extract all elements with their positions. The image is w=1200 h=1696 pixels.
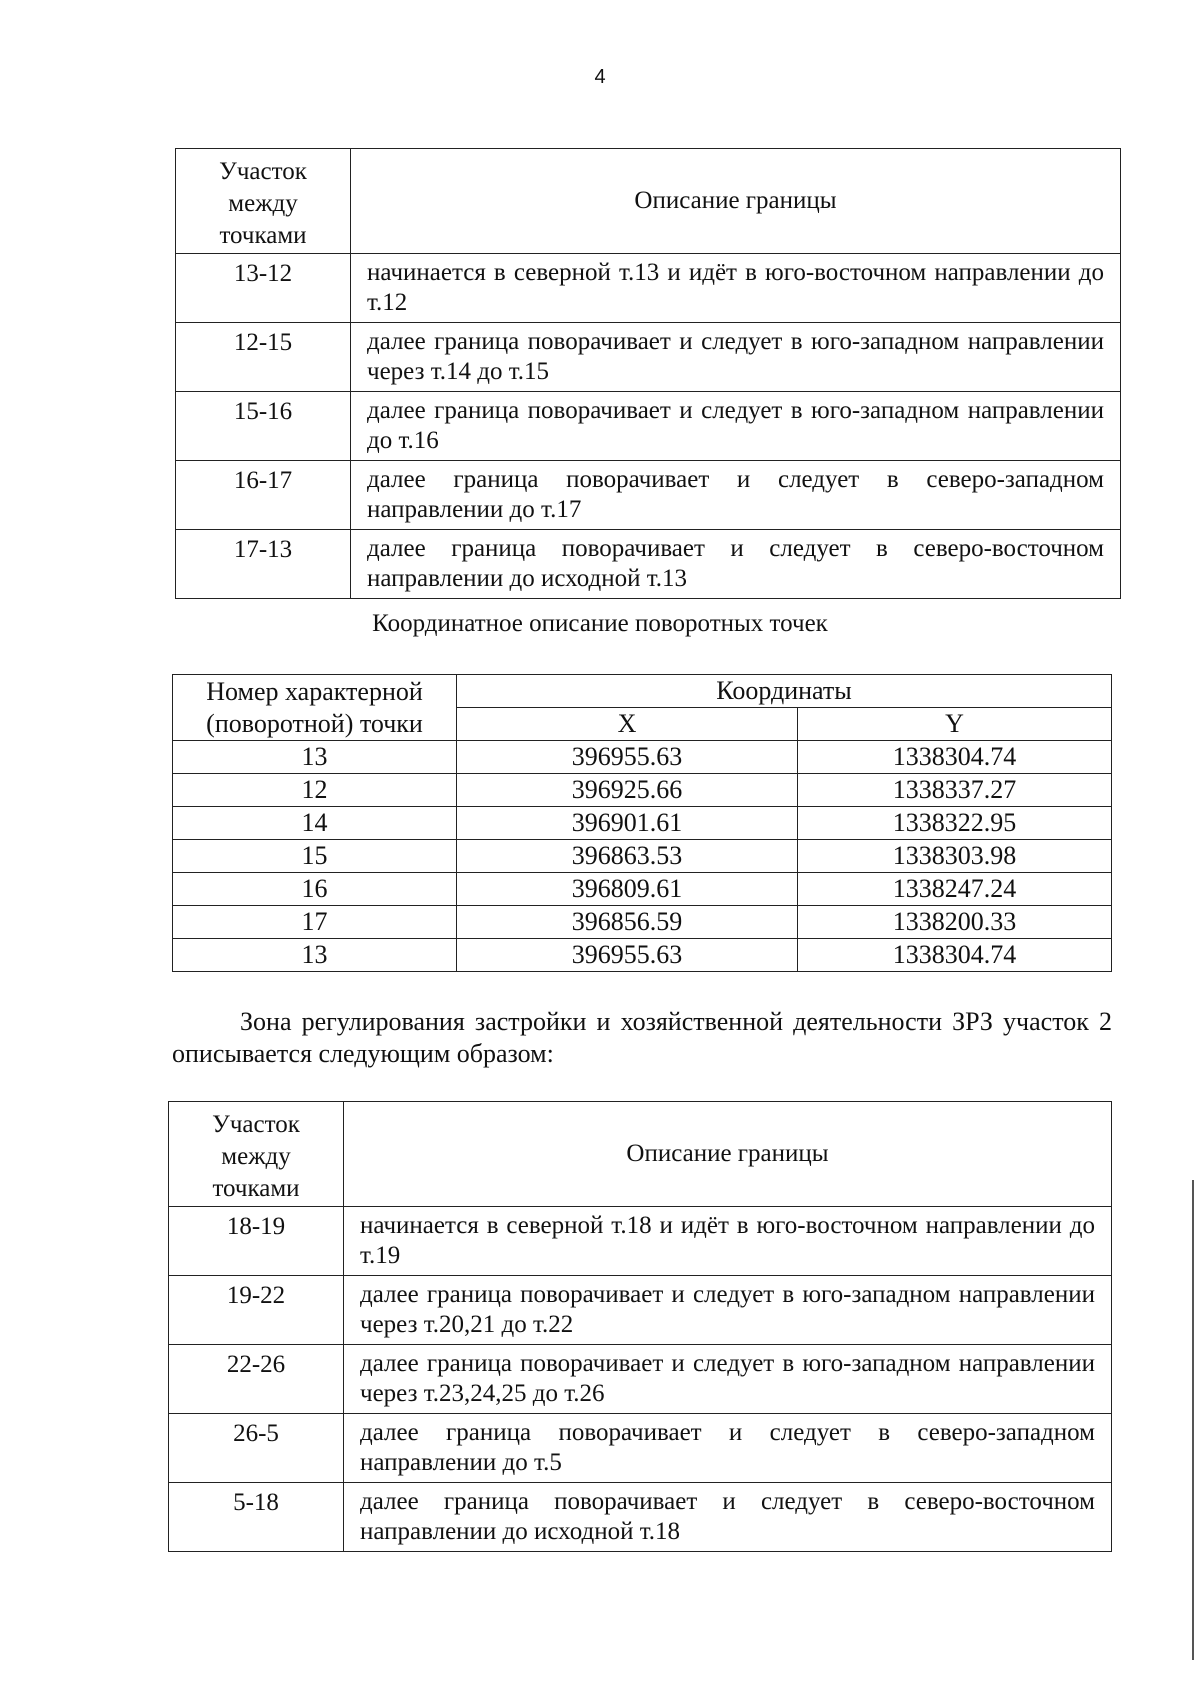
boundary-table-1 bbox=[175, 148, 1121, 599]
x-cell: 396955.63 bbox=[457, 939, 798, 972]
table-row bbox=[173, 774, 1112, 807]
point-cell: 14 bbox=[173, 807, 457, 840]
table-row bbox=[169, 1483, 1112, 1552]
coord-caption: Координатное описание поворотных точек bbox=[372, 610, 828, 637]
segment-cell: 13-12 bbox=[176, 254, 351, 323]
header-coordinates: Координаты bbox=[457, 675, 1112, 708]
description-cell: далее граница поворачивает и следует в северо-восточном направлении до исходной т.18 bbox=[344, 1483, 1112, 1552]
description-cell: далее граница поворачивает и следует в юго-западном направлении через т.23,24,25 до т.26 bbox=[344, 1345, 1112, 1414]
table-row bbox=[173, 741, 1112, 774]
segment-cell: 19-22 bbox=[169, 1276, 344, 1345]
y-cell: 1338304.74 bbox=[798, 939, 1112, 972]
point-cell: 13 bbox=[173, 939, 457, 972]
y-cell: 1338304.74 bbox=[798, 741, 1112, 774]
header-description: Описание границы bbox=[344, 1102, 1112, 1207]
table-header-row bbox=[176, 149, 1121, 254]
segment-cell: 17-13 bbox=[176, 530, 351, 599]
table-header-row bbox=[173, 675, 1112, 708]
table-header-row bbox=[169, 1102, 1112, 1207]
table-row bbox=[176, 254, 1121, 323]
description-cell: далее граница поворачивает и следует в юго-западном направлении до т.16 bbox=[351, 392, 1121, 461]
table-row bbox=[173, 939, 1112, 972]
table-row bbox=[169, 1207, 1112, 1276]
description-cell: далее граница поворачивает и следует в юго-западном направлении через т.14 до т.15 bbox=[351, 323, 1121, 392]
boundary-table-2 bbox=[168, 1101, 1112, 1552]
header-segment-line: между bbox=[221, 1143, 291, 1170]
segment-cell: 5-18 bbox=[169, 1483, 344, 1552]
point-cell: 13 bbox=[173, 741, 457, 774]
table-row bbox=[173, 807, 1112, 840]
segment-cell: 15-16 bbox=[176, 392, 351, 461]
paragraph-text: Зона регулирования застройки и хозяйственной деятельности ЗРЗ участок 2 описывается следующим образом: bbox=[172, 1007, 1112, 1068]
segment-cell: 26-5 bbox=[169, 1414, 344, 1483]
scan-edge-line bbox=[1192, 1180, 1194, 1660]
header-segment-line: между bbox=[228, 190, 298, 217]
x-cell: 396809.61 bbox=[457, 873, 798, 906]
point-cell: 12 bbox=[173, 774, 457, 807]
segment-cell: 12-15 bbox=[176, 323, 351, 392]
table-row bbox=[176, 461, 1121, 530]
table-row bbox=[173, 840, 1112, 873]
header-segment bbox=[169, 1102, 344, 1207]
table-row bbox=[169, 1345, 1112, 1414]
header-point-line: (поворотной) точки bbox=[206, 708, 423, 738]
x-cell: 396901.61 bbox=[457, 807, 798, 840]
y-cell: 1338322.95 bbox=[798, 807, 1112, 840]
table-row bbox=[176, 530, 1121, 599]
y-cell: 1338200.33 bbox=[798, 906, 1112, 939]
description-cell: далее граница поворачивает и следует в юго-западном направлении через т.20,21 до т.22 bbox=[344, 1276, 1112, 1345]
coordinates-table bbox=[172, 674, 1112, 972]
table-row bbox=[176, 323, 1121, 392]
y-cell: 1338303.98 bbox=[798, 840, 1112, 873]
header-segment-line: точками bbox=[212, 1175, 300, 1202]
x-cell: 396925.66 bbox=[457, 774, 798, 807]
header-description: Описание границы bbox=[351, 149, 1121, 254]
table-row bbox=[169, 1276, 1112, 1345]
point-cell: 15 bbox=[173, 840, 457, 873]
table-row bbox=[176, 392, 1121, 461]
page-number: 4 bbox=[594, 66, 606, 88]
header-point-line: Номер характерной bbox=[206, 676, 423, 706]
header-segment-line: точками bbox=[219, 222, 307, 249]
segment-cell: 16-17 bbox=[176, 461, 351, 530]
table-row bbox=[169, 1414, 1112, 1483]
y-cell: 1338337.27 bbox=[798, 774, 1112, 807]
x-cell: 396955.63 bbox=[457, 741, 798, 774]
description-cell: далее граница поворачивает и следует в северо-западном направлении до т.17 bbox=[351, 461, 1121, 530]
header-segment-line: Участок bbox=[219, 158, 307, 185]
description-cell: далее граница поворачивает и следует в северо-западном направлении до т.5 bbox=[344, 1414, 1112, 1483]
description-cell: начинается в северной т.18 и идёт в юго-восточном направлении до т.19 bbox=[344, 1207, 1112, 1276]
y-cell: 1338247.24 bbox=[798, 873, 1112, 906]
header-y: Y bbox=[798, 708, 1112, 741]
x-cell: 396863.53 bbox=[457, 840, 798, 873]
zone-paragraph bbox=[172, 1006, 1112, 1070]
description-cell: далее граница поворачивает и следует в северо-восточном направлении до исходной т.13 bbox=[351, 530, 1121, 599]
x-cell: 396856.59 bbox=[457, 906, 798, 939]
header-segment bbox=[176, 149, 351, 254]
segment-cell: 22-26 bbox=[169, 1345, 344, 1414]
table-row bbox=[173, 873, 1112, 906]
table-row bbox=[173, 906, 1112, 939]
header-segment-line: Участок bbox=[212, 1111, 300, 1138]
point-cell: 16 bbox=[173, 873, 457, 906]
header-point bbox=[173, 675, 457, 741]
point-cell: 17 bbox=[173, 906, 457, 939]
description-cell: начинается в северной т.13 и идёт в юго-восточном направлении до т.12 bbox=[351, 254, 1121, 323]
segment-cell: 18-19 bbox=[169, 1207, 344, 1276]
header-x: X bbox=[457, 708, 798, 741]
